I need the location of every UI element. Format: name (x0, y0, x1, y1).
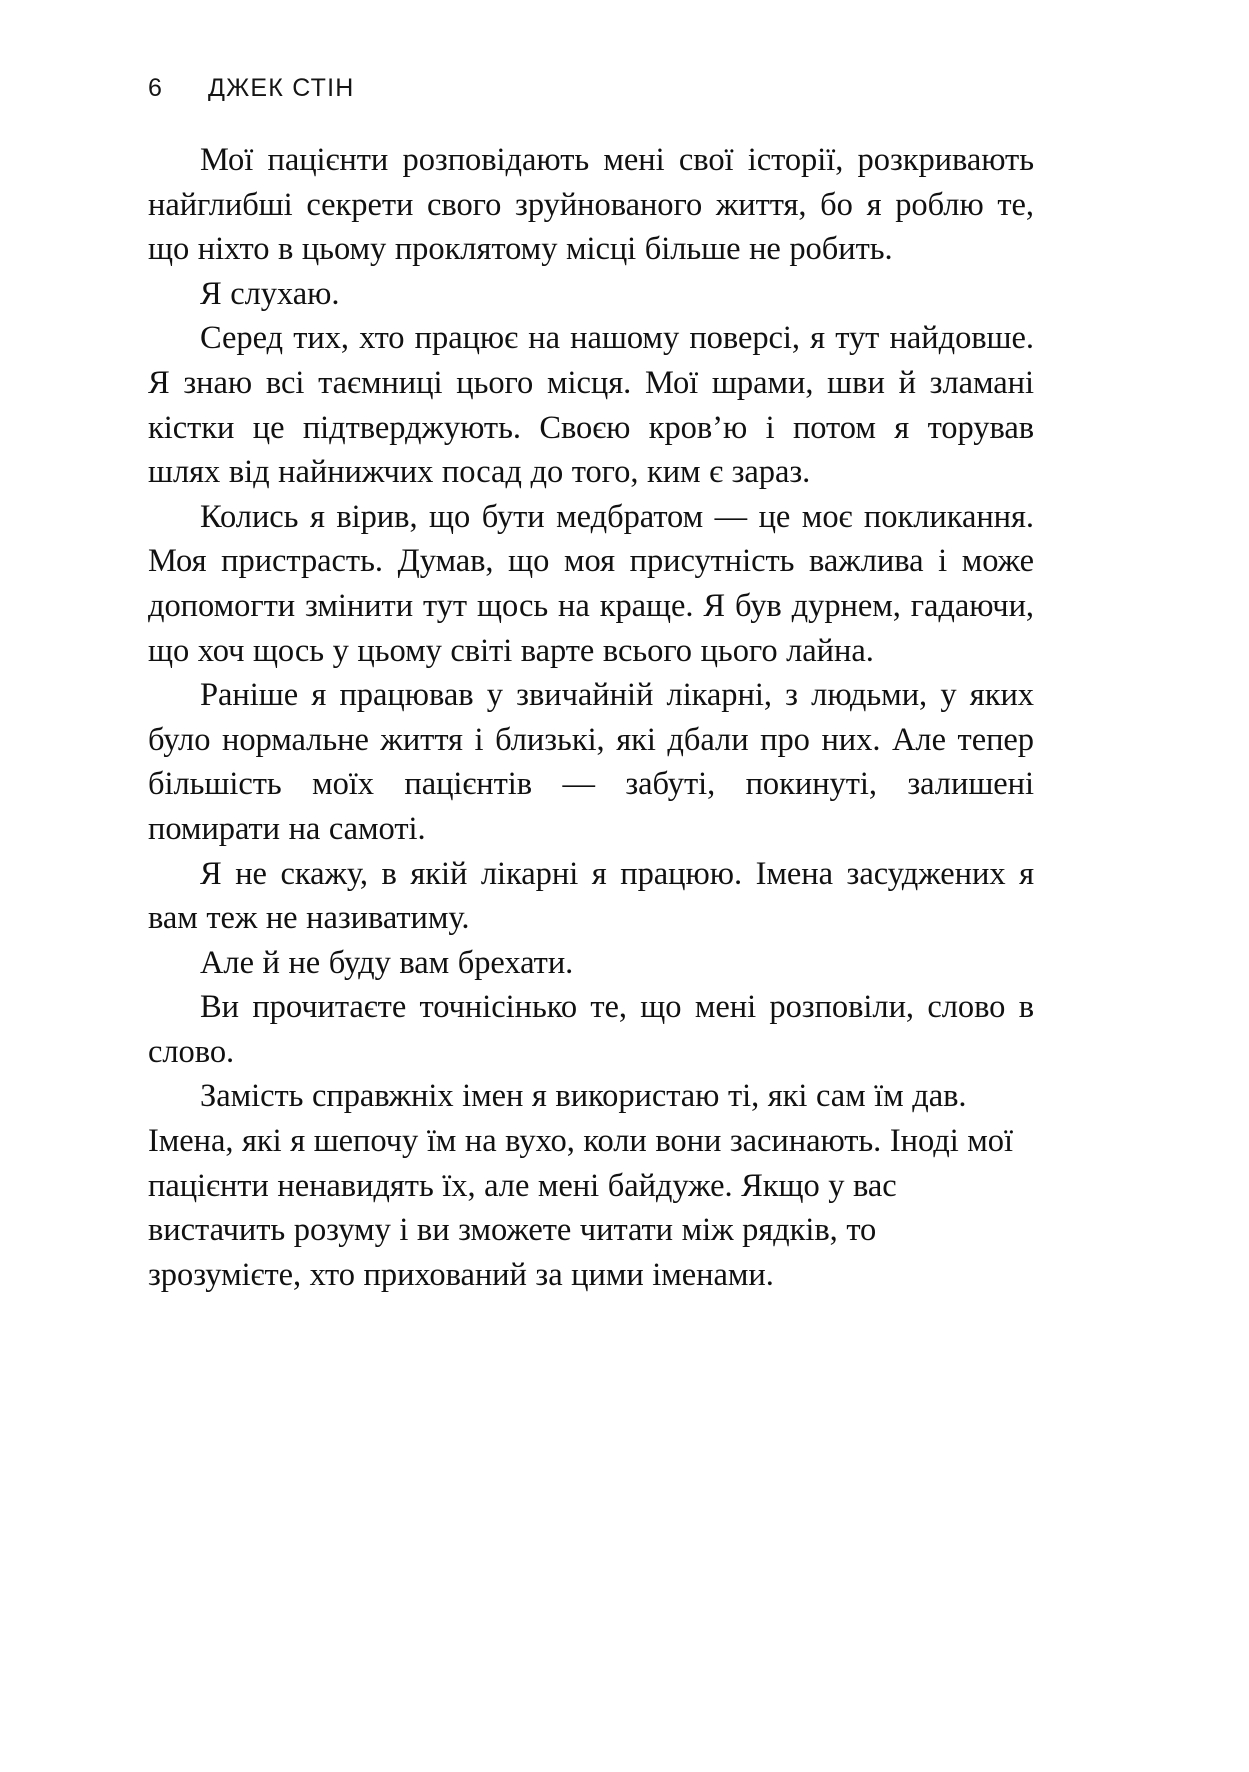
paragraph: Я не скажу, в якій лікарні я працюю. Імена засуджених я вам теж не називатиму. (148, 855, 1034, 937)
paragraph: Ви прочитаєте точнісінько те, що мені розповіли, слово в слово. (148, 989, 1034, 1070)
paragraph: Серед тих, хто працює на нашому поверсі, я тут найдовше. Я знаю всі таємниці цього місця. Мої шрами, шви й зламані кістки це підтверджують. Своєю кров’ю і потом я торував шлях від найнижчих посад до того, ким є зараз. (148, 320, 1034, 491)
running-head-author: ДЖЕК СТІН (208, 74, 355, 102)
running-header (148, 74, 1048, 103)
paragraph: Колись я вірив, що бути медбратом — це моє покликання. Моя пристрасть. Думав, що моя присутність важлива і може допомогти змінити тут щось на краще. Я був дурнем, гадаючи, що хоч щось у цьому світі варте всього цього лайна. (148, 498, 1034, 669)
paragraph: Я слухаю. (200, 275, 340, 312)
page-number: 6 (148, 74, 163, 102)
paragraph: Мої пацієнти розповідають мені свої історії, розкривають найглибші секрети свого зруйнованого життя, бо я роблю те, що ніхто в цьому проклятому місці більше не робить. (148, 142, 1034, 268)
paragraph: Замість справжніх імен я використаю ті, які сам їм дав. Імена, які я шепочу їм на вухо, коли вони засинають. Іноді мої пацієнти ненавидять їх, але мені байдуже. Якщо у вас вистачить розуму і ви зможете читати між рядків, то зрозумієте, хто прихований за цими іменами. (148, 1078, 1013, 1293)
paragraph: Раніше я працював у звичайній лікарні, з людьми, у яких було нормальне життя і близькі, які дбали про них. Але тепер більшість моїх пацієнтів — забуті, покинуті, залишені помирати на самоті. (148, 677, 1034, 847)
body-text-block (148, 138, 1034, 1297)
paragraph: Але й не буду вам брехати. (200, 944, 574, 981)
